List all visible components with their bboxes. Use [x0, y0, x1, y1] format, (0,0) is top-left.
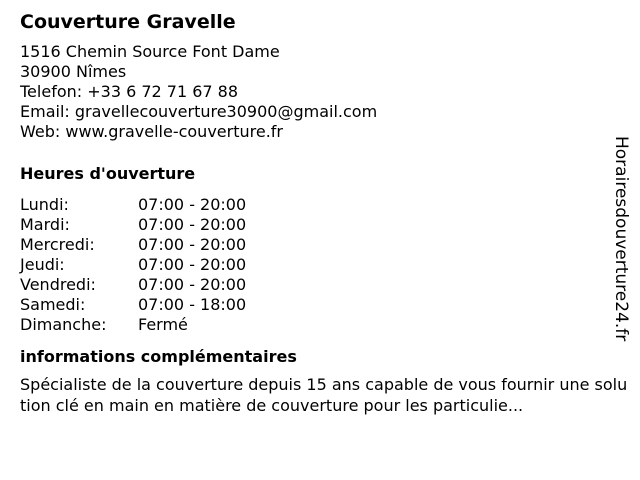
opening-hours-heading: Heures d'ouverture: [20, 164, 196, 183]
hours-row-friday: [20, 275, 620, 295]
phone-line: Telefon: +33 6 72 71 67 88: [20, 82, 239, 101]
day-label: Samedi:: [20, 295, 86, 314]
day-label: Vendredi:: [20, 275, 96, 294]
day-hours: 07:00 - 20:00: [138, 235, 247, 254]
web-line: Web: www.gravelle-couverture.fr: [20, 122, 283, 141]
email-line: Email: gravellecouverture30900@gmail.com: [20, 102, 378, 121]
hours-row-tuesday: [20, 215, 620, 235]
day-label: Jeudi:: [20, 255, 65, 274]
day-label: Mercredi:: [20, 235, 95, 254]
day-hours: Fermé: [138, 315, 188, 334]
business-name: Couverture Gravelle: [20, 11, 236, 33]
day-label: Lundi:: [20, 195, 69, 214]
additional-info-heading: informations complémentaires: [20, 347, 297, 366]
site-watermark: Horairesdouverture24.fr: [611, 136, 631, 342]
street-address: 1516 Chemin Source Font Dame: [20, 42, 280, 61]
day-hours: 07:00 - 20:00: [138, 215, 247, 234]
city-postcode: 30900 Nîmes: [20, 62, 127, 81]
hours-row-thursday: [20, 255, 620, 275]
day-hours: 07:00 - 20:00: [138, 195, 247, 214]
day-label: Mardi:: [20, 215, 70, 234]
hours-row-sunday: [20, 315, 620, 335]
hours-row-saturday: [20, 295, 620, 315]
day-hours: 07:00 - 20:00: [138, 275, 247, 294]
additional-info-text: Spécialiste de la couverture depuis 15 ans capable de vous fournir une solution clé en main en matière de couverture pour les particulie...: [20, 375, 628, 415]
opening-hours-table: [20, 195, 620, 335]
day-hours: 07:00 - 18:00: [138, 295, 247, 314]
day-hours: 07:00 - 20:00: [138, 255, 247, 274]
contact-details: [20, 42, 620, 142]
hours-row-wednesday: [20, 235, 620, 255]
hours-row-monday: [20, 195, 620, 215]
day-label: Dimanche:: [20, 315, 107, 334]
